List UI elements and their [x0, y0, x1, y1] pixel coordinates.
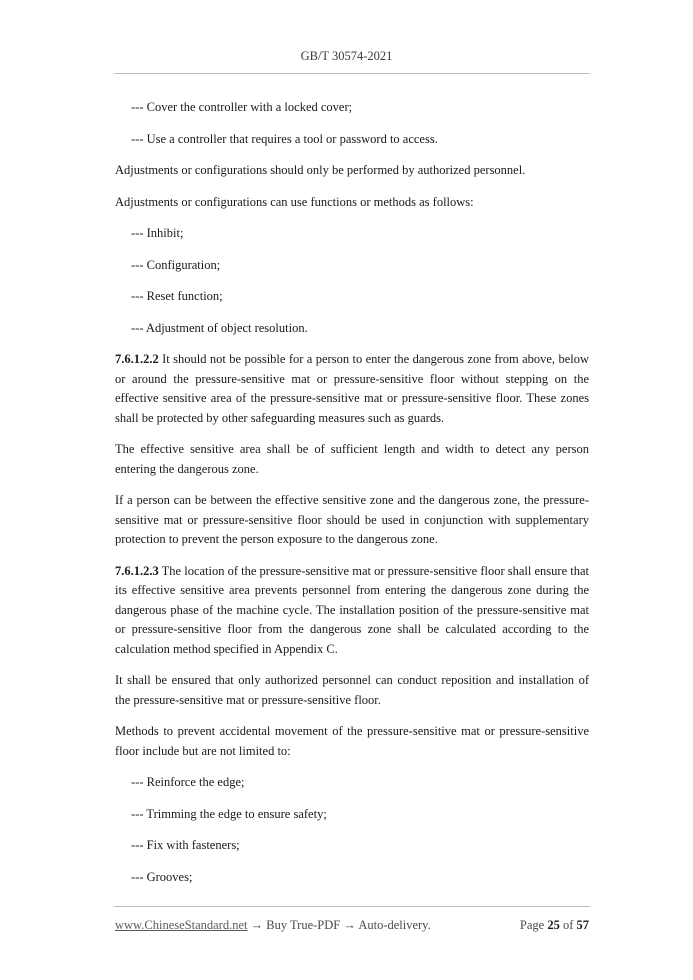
list-item: --- Configuration; — [131, 257, 221, 272]
clause-7-6-1-2-3 — [115, 562, 589, 660]
list-item: --- Inhibit; — [131, 226, 184, 240]
paragraph: The effective sensitive area shall be of sufficient length and width to detect any person entering the dangerous zone. — [115, 442, 589, 476]
arrow-icon: → — [340, 918, 359, 932]
list-item: --- Adjustment of object resolution. — [131, 320, 308, 335]
arrow-icon: → — [247, 918, 267, 932]
list-item: --- Cover the controller with a locked cover; — [131, 100, 353, 114]
paragraph: Adjustments or configurations can use functions or methods as follows: — [115, 194, 474, 209]
paragraph: Adjustments or configurations should only be performed by authorized personnel. — [115, 163, 526, 177]
paragraph: It shall be ensured that only authorized personnel can conduct reposition and installation of the pressure-sensitive mat or pressure-sensitive floor. — [115, 673, 589, 707]
page-label: Page — [519, 918, 548, 932]
page-body — [115, 98, 589, 899]
clause-text: It should not be possible for a person to enter the dangerous zone from above, below or around the pressure-sensitive mat or pressure-sensitive floor without stepping on the effective sensitive area of the pressure-sensitive mat or pressure-sensitive floor. These zones shall be protected by other safeguarding measures such as guards. — [115, 352, 589, 425]
site-link[interactable]: www.ChineseStandard.net — [115, 918, 248, 932]
of-label: of — [559, 918, 577, 932]
clause-number: 7.6.1.2.3 — [115, 563, 159, 578]
clause-number: 7.6.1.2.2 — [115, 352, 159, 366]
paragraph: Methods to prevent accidental movement of the pressure-sensitive mat or pressure-sensitive floor include but are not limited to: — [115, 724, 589, 758]
clause-text: The location of the pressure-sensitive mat or pressure-sensitive floor shall ensure that its effective sensitive area prevents personnel from entering the dangerous zone during the dangerous phase of the machine cycle. The installation position of the pressure-sensitive mat or pressure-sensitive floor from the dangerous zone shall be calculated according to the calculation method specified in Appendix C. — [115, 563, 589, 656]
page-number — [520, 918, 589, 933]
list-item: --- Use a controller that requires a tool or password to access. — [131, 131, 438, 146]
list-item: --- Trimming the edge to ensure safety; — [131, 806, 327, 821]
buy-link[interactable]: Buy True-PDF — [266, 918, 341, 932]
delivery-text: Auto-delivery. — [358, 918, 431, 932]
list-item: --- Reinforce the edge; — [131, 775, 245, 789]
footer-links — [115, 918, 431, 933]
list-item: --- Grooves; — [131, 869, 193, 884]
running-header: GB/T 30574-2021 — [300, 49, 393, 63]
footer-divider — [114, 906, 590, 907]
header-divider — [114, 73, 590, 74]
list-item: --- Reset function; — [131, 289, 223, 303]
total-pages: 57 — [576, 918, 589, 932]
current-page: 25 — [547, 918, 560, 932]
clause-7-6-1-2-2 — [115, 350, 589, 428]
list-item: --- Fix with fasteners; — [131, 838, 240, 852]
paragraph: If a person can be between the effective sensitive zone and the dangerous zone, the pressure-sensitive mat or pressure-sensitive floor should be used in conjunction with supplementary protection to prevent the person exposure to the dangerous zone. — [115, 493, 589, 546]
